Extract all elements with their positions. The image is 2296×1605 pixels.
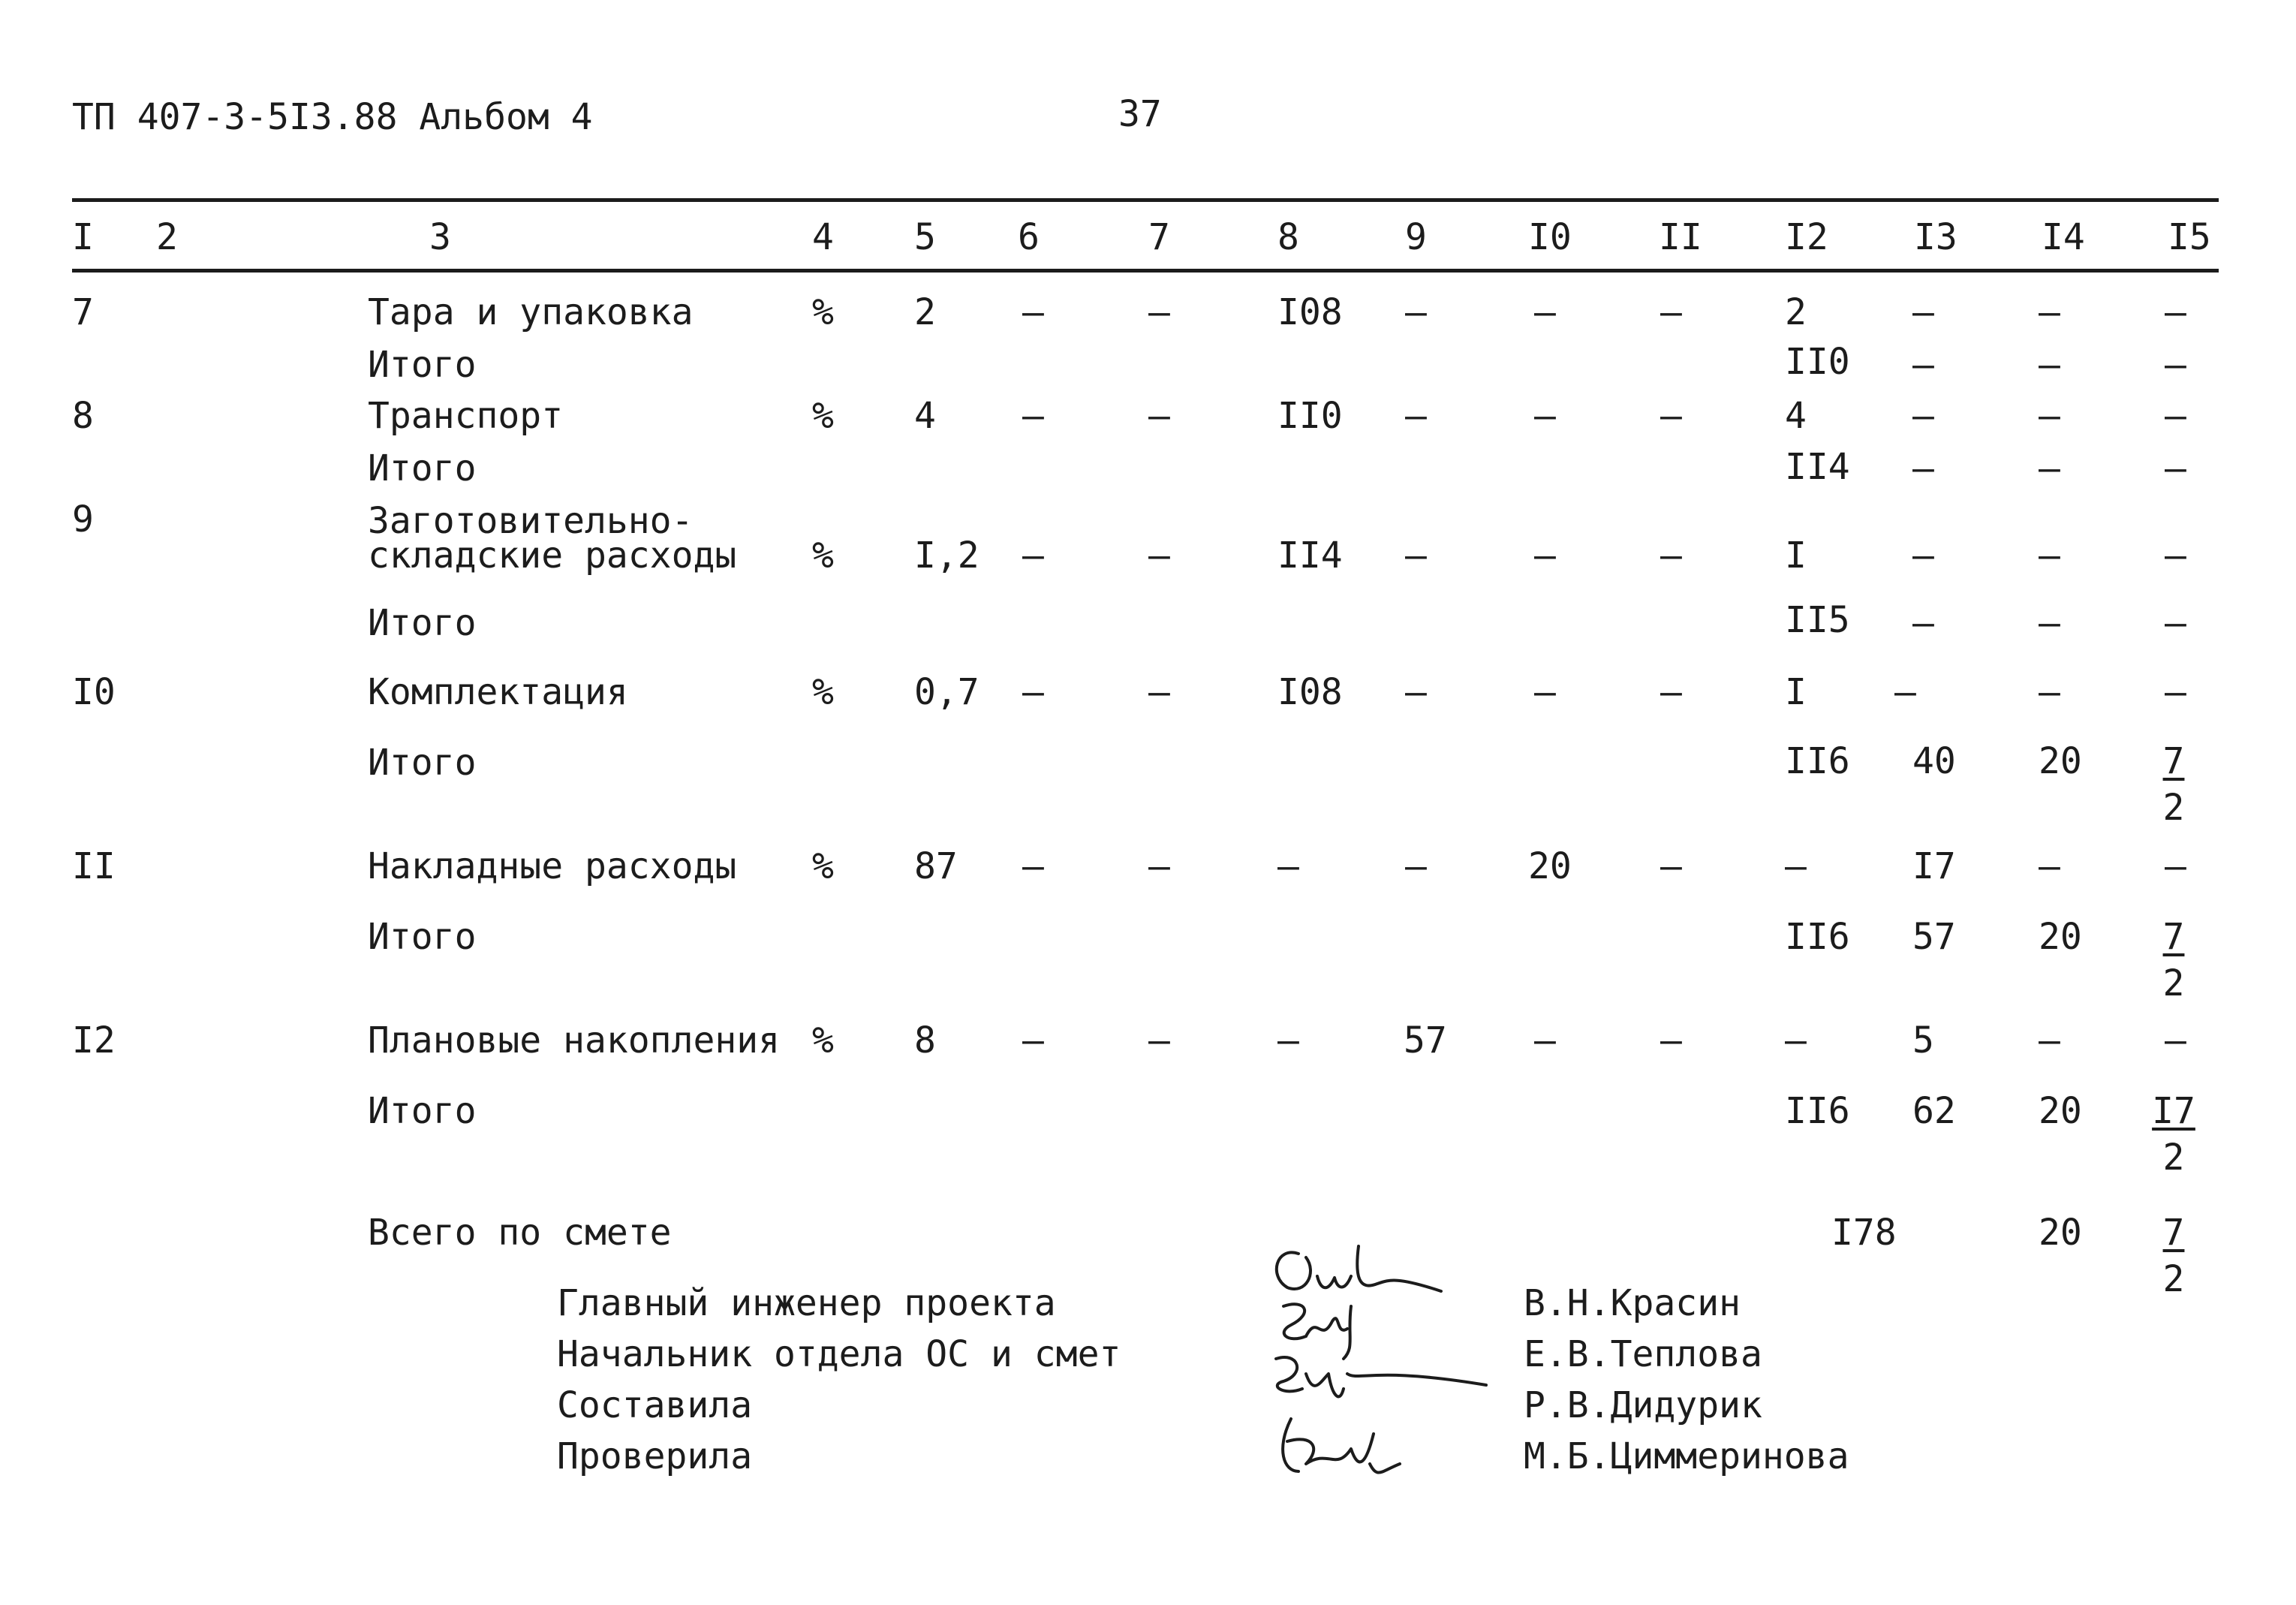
grand-total-label: Всего по смете xyxy=(368,1212,672,1254)
col-header-6: 6 xyxy=(1018,216,1040,258)
cell-c15: – xyxy=(2165,291,2186,333)
cell-c15: – xyxy=(2165,1019,2186,1061)
row-name: Итого xyxy=(368,742,477,784)
row-unit: % xyxy=(812,534,834,577)
table-top-rule xyxy=(72,198,2219,202)
col-header-7: 7 xyxy=(1148,216,1170,258)
cell-c11: – xyxy=(1660,845,1682,887)
row-name: Накладные расходы xyxy=(368,845,737,887)
cell-c15: – xyxy=(2165,395,2186,437)
cell-c8: II0 xyxy=(1277,395,1343,437)
col-header-11: II xyxy=(1659,216,1702,258)
cell-c13: 62 xyxy=(1912,1090,1956,1132)
cell-c7: – xyxy=(1148,671,1170,713)
row-number: I0 xyxy=(72,671,116,713)
cell-c12: II5 xyxy=(1785,599,1850,641)
cell-c12: I xyxy=(1785,671,1807,713)
cell-c14: – xyxy=(2039,602,2060,644)
cell-c6: – xyxy=(1022,1019,1044,1061)
row-unit: % xyxy=(812,395,834,437)
signature-role: Начальник отдела ОС и смет xyxy=(557,1333,1121,1375)
col-header-3: 3 xyxy=(429,216,451,258)
handwritten-signatures xyxy=(1246,1224,1501,1524)
cell-c9: – xyxy=(1405,291,1427,333)
cell-c12: II6 xyxy=(1785,916,1850,958)
row-unit: % xyxy=(812,1019,834,1061)
signature-role: Главный инженер проекта xyxy=(557,1282,1056,1324)
cell-c14: – xyxy=(2039,845,2060,887)
grand-total-c12-13: I78 xyxy=(1831,1212,1897,1254)
fraction-numerator: 7 xyxy=(2162,916,2185,958)
signatory-name: В.Н.Красин xyxy=(1524,1282,1741,1324)
header-bottom-rule xyxy=(72,269,2219,273)
cell-c8: I08 xyxy=(1277,671,1343,713)
cell-c12: II6 xyxy=(1785,1090,1850,1132)
col-header-1: I xyxy=(72,216,94,258)
fraction-denominator: 2 xyxy=(2162,962,2185,1004)
col-header-13: I3 xyxy=(1914,216,1957,258)
cell-c13: – xyxy=(1894,671,1916,713)
row-unit: % xyxy=(812,291,834,333)
cell-c12: 2 xyxy=(1785,291,1807,333)
cell-c14: – xyxy=(2039,534,2060,577)
row-name: Плановые накопления xyxy=(368,1019,781,1061)
cell-c15-fraction xyxy=(2151,1090,2196,1179)
fraction-numerator: I7 xyxy=(2152,1090,2195,1132)
cell-c7: – xyxy=(1148,845,1170,887)
cell-c14: 20 xyxy=(2039,1090,2082,1132)
cell-c5: 87 xyxy=(914,845,958,887)
cell-c6: – xyxy=(1022,395,1044,437)
grand-total-c14: 20 xyxy=(2039,1212,2082,1254)
page-number: 37 xyxy=(1118,93,1162,135)
fraction-numerator: 7 xyxy=(2162,740,2185,782)
cell-c7: – xyxy=(1148,534,1170,577)
cell-c14: – xyxy=(2039,447,2060,489)
col-header-10: I0 xyxy=(1528,216,1572,258)
cell-c13: – xyxy=(1912,534,1934,577)
signatory-name: М.Б.Циммеринова xyxy=(1524,1435,1849,1477)
cell-c11: – xyxy=(1660,534,1682,577)
cell-c12: II6 xyxy=(1785,740,1850,782)
cell-c13: 57 xyxy=(1912,916,1956,958)
cell-c12: II4 xyxy=(1785,446,1850,488)
row-name: Итого xyxy=(368,602,477,644)
cell-c7: – xyxy=(1148,291,1170,333)
row-name: Итого xyxy=(368,344,477,386)
cell-c6: – xyxy=(1022,671,1044,713)
cell-c8: II4 xyxy=(1277,534,1343,577)
signature-2 xyxy=(1283,1304,1351,1359)
cell-c11: – xyxy=(1660,1019,1682,1061)
cell-c13: 5 xyxy=(1912,1019,1934,1061)
row-name-line2: складские расходы xyxy=(368,534,737,577)
cell-c10: – xyxy=(1534,534,1556,577)
cell-c10: – xyxy=(1534,395,1556,437)
cell-c11: – xyxy=(1660,395,1682,437)
cell-c5: 0,7 xyxy=(914,671,979,713)
cell-c6: – xyxy=(1022,534,1044,577)
cell-c6: – xyxy=(1022,291,1044,333)
cell-c15: – xyxy=(2165,344,2186,386)
cell-c12: – xyxy=(1785,1019,1807,1061)
col-header-9: 9 xyxy=(1405,216,1427,258)
cell-c13: I7 xyxy=(1912,845,1956,887)
row-name: Итого xyxy=(368,1090,477,1132)
row-name: Комплектация xyxy=(368,671,628,713)
col-header-8: 8 xyxy=(1277,216,1299,258)
row-number: 9 xyxy=(72,498,94,541)
cell-c8: – xyxy=(1277,1019,1299,1061)
grand-total-c15-fraction xyxy=(2151,1212,2196,1300)
cell-c10: 20 xyxy=(1528,845,1572,887)
row-number: I2 xyxy=(72,1019,116,1061)
cell-c12: I xyxy=(1785,534,1807,577)
cell-c8: I08 xyxy=(1277,291,1343,333)
fraction-numerator: 7 xyxy=(2162,1212,2185,1254)
col-header-2: 2 xyxy=(156,216,178,258)
cell-c11: – xyxy=(1660,671,1682,713)
cell-c14: – xyxy=(2039,395,2060,437)
cell-c13: – xyxy=(1912,291,1934,333)
fraction-denominator: 2 xyxy=(2162,787,2185,829)
cell-c9: – xyxy=(1405,671,1427,713)
fraction-denominator: 2 xyxy=(2162,1137,2185,1179)
cell-c8: – xyxy=(1277,845,1299,887)
cell-c9: 57 xyxy=(1404,1019,1447,1061)
cell-c13: – xyxy=(1912,602,1934,644)
cell-c15-fraction xyxy=(2151,916,2196,1004)
cell-c13: – xyxy=(1912,344,1934,386)
row-name: Итого xyxy=(368,916,477,958)
row-name: Тара и упаковка xyxy=(368,291,694,333)
row-unit: % xyxy=(812,671,834,713)
cell-c14: – xyxy=(2039,1019,2060,1061)
cell-c13: – xyxy=(1912,395,1934,437)
cell-c15-fraction xyxy=(2151,740,2196,829)
col-header-4: 4 xyxy=(812,216,834,258)
cell-c14: 20 xyxy=(2039,740,2082,782)
row-name: Итого xyxy=(368,447,477,489)
cell-c5: 2 xyxy=(914,291,936,333)
cell-c5: 8 xyxy=(914,1019,936,1061)
row-number: 8 xyxy=(72,395,94,437)
signature-1 xyxy=(1277,1246,1441,1291)
cell-c15: – xyxy=(2165,602,2186,644)
cell-c10: – xyxy=(1534,671,1556,713)
signature-4 xyxy=(1283,1419,1400,1473)
col-header-15: I5 xyxy=(2168,216,2211,258)
cell-c15: – xyxy=(2165,845,2186,887)
col-header-12: I2 xyxy=(1785,216,1828,258)
cell-c15: – xyxy=(2165,671,2186,713)
document-code: ТП 407-3-5I3.88 Альбом 4 xyxy=(72,96,593,138)
row-unit: % xyxy=(812,845,834,887)
cell-c10: – xyxy=(1534,1019,1556,1061)
row-name-line1: Заготовительно- xyxy=(368,500,694,542)
cell-c14: – xyxy=(2039,671,2060,713)
cell-c9: – xyxy=(1405,534,1427,577)
cell-c5: I,2 xyxy=(914,534,979,577)
cell-c14: – xyxy=(2039,291,2060,333)
cell-c14: 20 xyxy=(2039,916,2082,958)
col-header-5: 5 xyxy=(914,216,936,258)
cell-c7: – xyxy=(1148,395,1170,437)
cell-c12: II0 xyxy=(1785,341,1850,383)
cell-c7: – xyxy=(1148,1019,1170,1061)
cell-c9: – xyxy=(1405,395,1427,437)
signatory-name: Е.В.Теплова xyxy=(1524,1333,1762,1375)
col-header-14: I4 xyxy=(2042,216,2085,258)
cell-c9: – xyxy=(1405,845,1427,887)
signature-role: Составила xyxy=(557,1384,753,1426)
row-number: II xyxy=(72,845,116,887)
cell-c12: 4 xyxy=(1785,395,1807,437)
cell-c10: – xyxy=(1534,291,1556,333)
cell-c15: – xyxy=(2165,534,2186,577)
cell-c6: – xyxy=(1022,845,1044,887)
row-name: Транспорт xyxy=(368,395,564,437)
cell-c14: – xyxy=(2039,344,2060,386)
cell-c13: 40 xyxy=(1912,740,1956,782)
signatory-name: Р.В.Дидурик xyxy=(1524,1384,1762,1426)
cell-c15: – xyxy=(2165,447,2186,489)
row-number: 7 xyxy=(72,291,94,333)
cell-c13: – xyxy=(1912,447,1934,489)
fraction-denominator: 2 xyxy=(2162,1258,2185,1300)
signature-3 xyxy=(1276,1357,1486,1396)
cell-c5: 4 xyxy=(914,395,936,437)
cell-c12: – xyxy=(1785,845,1807,887)
cell-c11: – xyxy=(1660,291,1682,333)
signature-role: Проверила xyxy=(557,1435,753,1477)
